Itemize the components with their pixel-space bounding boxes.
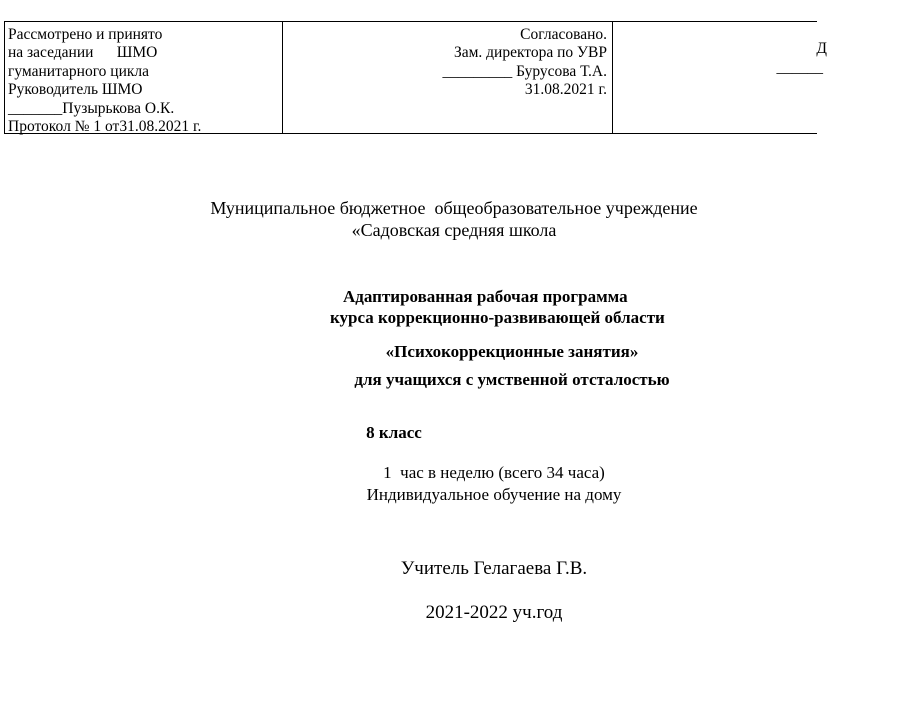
approval-line: гуманитарного цикла: [8, 62, 150, 80]
approval-cell-director: [613, 22, 827, 133]
approval-line: _________ Бурусова Т.А.: [442, 62, 607, 80]
school-name-line2: «Садовская средняя школа: [351, 220, 557, 240]
approval-line: _______Пузырькова О.К.: [8, 99, 175, 117]
grade: 8 класс: [366, 423, 422, 442]
school-name-line1: Муниципальное бюджетное общеобразовательное учреждение: [210, 198, 698, 218]
study-format: Индивидуальное обучение на дому: [366, 485, 622, 504]
teacher-name: Учитель Гелагаева Г.В.: [400, 558, 588, 579]
approval-line: Рассмотрено и принято: [8, 26, 163, 43]
approval-cell-deputy: [283, 22, 613, 133]
academic-year: 2021-2022 уч.год: [425, 602, 563, 623]
approval-line: ______: [776, 59, 823, 76]
program-title-line1: Адаптированная рабочая программа: [343, 287, 628, 306]
course-name: «Психокоррекционные занятия»: [385, 342, 639, 361]
approval-cell-shmo: [5, 22, 283, 136]
audience: для учащихся с умственной отсталостью: [354, 370, 670, 389]
approval-line: Протокол № 1 от31.08.2021 г.: [8, 118, 202, 136]
approval-table: [4, 21, 827, 136]
approval-line: на заседании ШМО: [8, 44, 158, 62]
approval-line: Руководитель ШМО: [8, 81, 143, 99]
hours-per-week: 1 час в неделю (всего 34 часа): [383, 463, 605, 482]
approval-line: Зам. директора по УВР: [453, 44, 607, 62]
approval-line: 31.08.2021 г.: [524, 81, 607, 99]
approval-line: Согласовано.: [520, 26, 607, 43]
program-title-line2: курса коррекционно-развивающей области: [330, 308, 665, 327]
approval-line: Д: [816, 40, 827, 57]
